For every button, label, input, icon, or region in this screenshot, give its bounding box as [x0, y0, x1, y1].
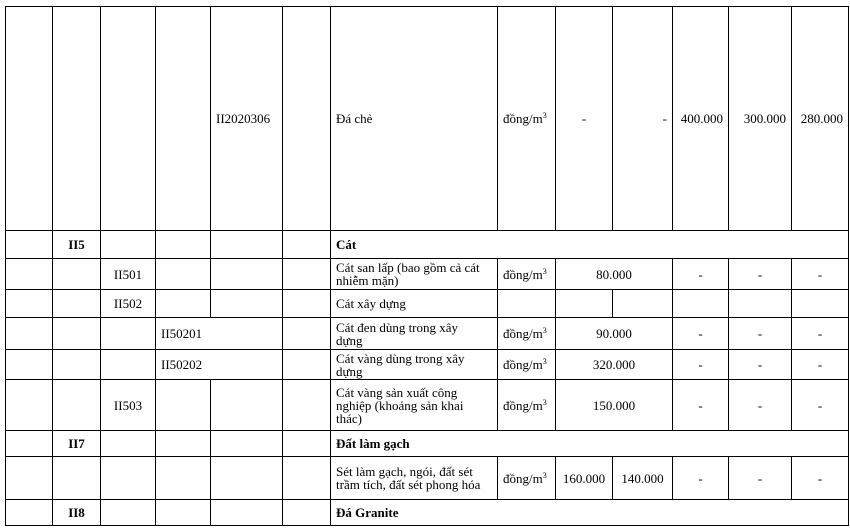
group-name-cell: Đá Granite: [331, 500, 849, 526]
price-cell: -: [729, 318, 792, 350]
code-cell: II502: [101, 290, 156, 318]
name-cell: Đá chẻ: [331, 7, 498, 231]
price-cell: -: [673, 318, 729, 350]
unit-cell: đồng/$m^3$: [498, 457, 556, 500]
price-cell: 150.000: [556, 380, 673, 431]
price-cell: 400.000: [673, 7, 729, 231]
price-cell: 140.000: [613, 457, 673, 500]
price-cell: -: [673, 457, 729, 500]
name-cell: Sét làm gạch, ngói, đất sét trầm tích, đất sét phong hóa: [331, 457, 498, 500]
table-row: [6, 231, 849, 259]
unit-cell: đồng/$m^3$: [498, 259, 556, 290]
group-code-cell: II7: [53, 431, 101, 457]
price-cell: -: [792, 259, 849, 290]
unit-cell: đồng/$m^3$: [498, 318, 556, 350]
table-row: [6, 290, 849, 318]
price-cell: -: [556, 7, 613, 231]
name-cell: Cát đen dùng trong xây dựng: [331, 318, 498, 350]
price-table: [5, 6, 849, 526]
price-cell: 80.000: [556, 259, 673, 290]
name-cell: Cát san lấp (bao gồm cả cát nhiễm mặn): [331, 259, 498, 290]
table-row: [6, 7, 849, 231]
price-cell: -: [792, 318, 849, 350]
table-row: [6, 380, 849, 431]
price-cell: 300.000: [729, 7, 792, 231]
price-cell: -: [673, 380, 729, 431]
code-cell: II50202: [156, 350, 283, 380]
unit-cell: đồng/$m^3$: [498, 380, 556, 431]
price-cell: -: [729, 380, 792, 431]
price-cell: 320.000: [556, 350, 673, 380]
group-name-cell: Cát: [331, 231, 849, 259]
group-code-cell: II5: [53, 231, 101, 259]
table-row: [6, 457, 849, 500]
name-cell: Cát vàng dùng trong xây dựng: [331, 350, 498, 380]
code-cell: II2020306: [211, 7, 283, 231]
table-row: [6, 500, 849, 526]
price-cell: 280.000: [792, 7, 849, 231]
price-cell: -: [673, 350, 729, 380]
table-row: [6, 350, 849, 380]
price-cell: -: [613, 7, 673, 231]
table-row: [6, 318, 849, 350]
name-cell: Cát xây dựng: [331, 290, 498, 318]
price-cell: -: [673, 259, 729, 290]
group-name-cell: Đất làm gạch: [331, 431, 849, 457]
price-cell: -: [792, 380, 849, 431]
price-cell: -: [729, 457, 792, 500]
unit-cell: đồng/$m^3$: [498, 350, 556, 380]
price-cell: -: [792, 457, 849, 500]
price-cell: 160.000: [556, 457, 613, 500]
table-row: [6, 259, 849, 290]
price-cell: -: [729, 259, 792, 290]
table-row: [6, 431, 849, 457]
code-cell: II503: [101, 380, 156, 431]
price-cell: -: [792, 350, 849, 380]
unit-cell: đồng/$m^3$: [498, 7, 556, 231]
code-cell: II50201: [156, 318, 283, 350]
group-code-cell: II8: [53, 500, 101, 526]
price-cell: -: [729, 350, 792, 380]
name-cell: Cát vàng sản xuất công nghiệp (khoáng sản khai thác): [331, 380, 498, 431]
code-cell: II501: [101, 259, 156, 290]
price-cell: 90.000: [556, 318, 673, 350]
